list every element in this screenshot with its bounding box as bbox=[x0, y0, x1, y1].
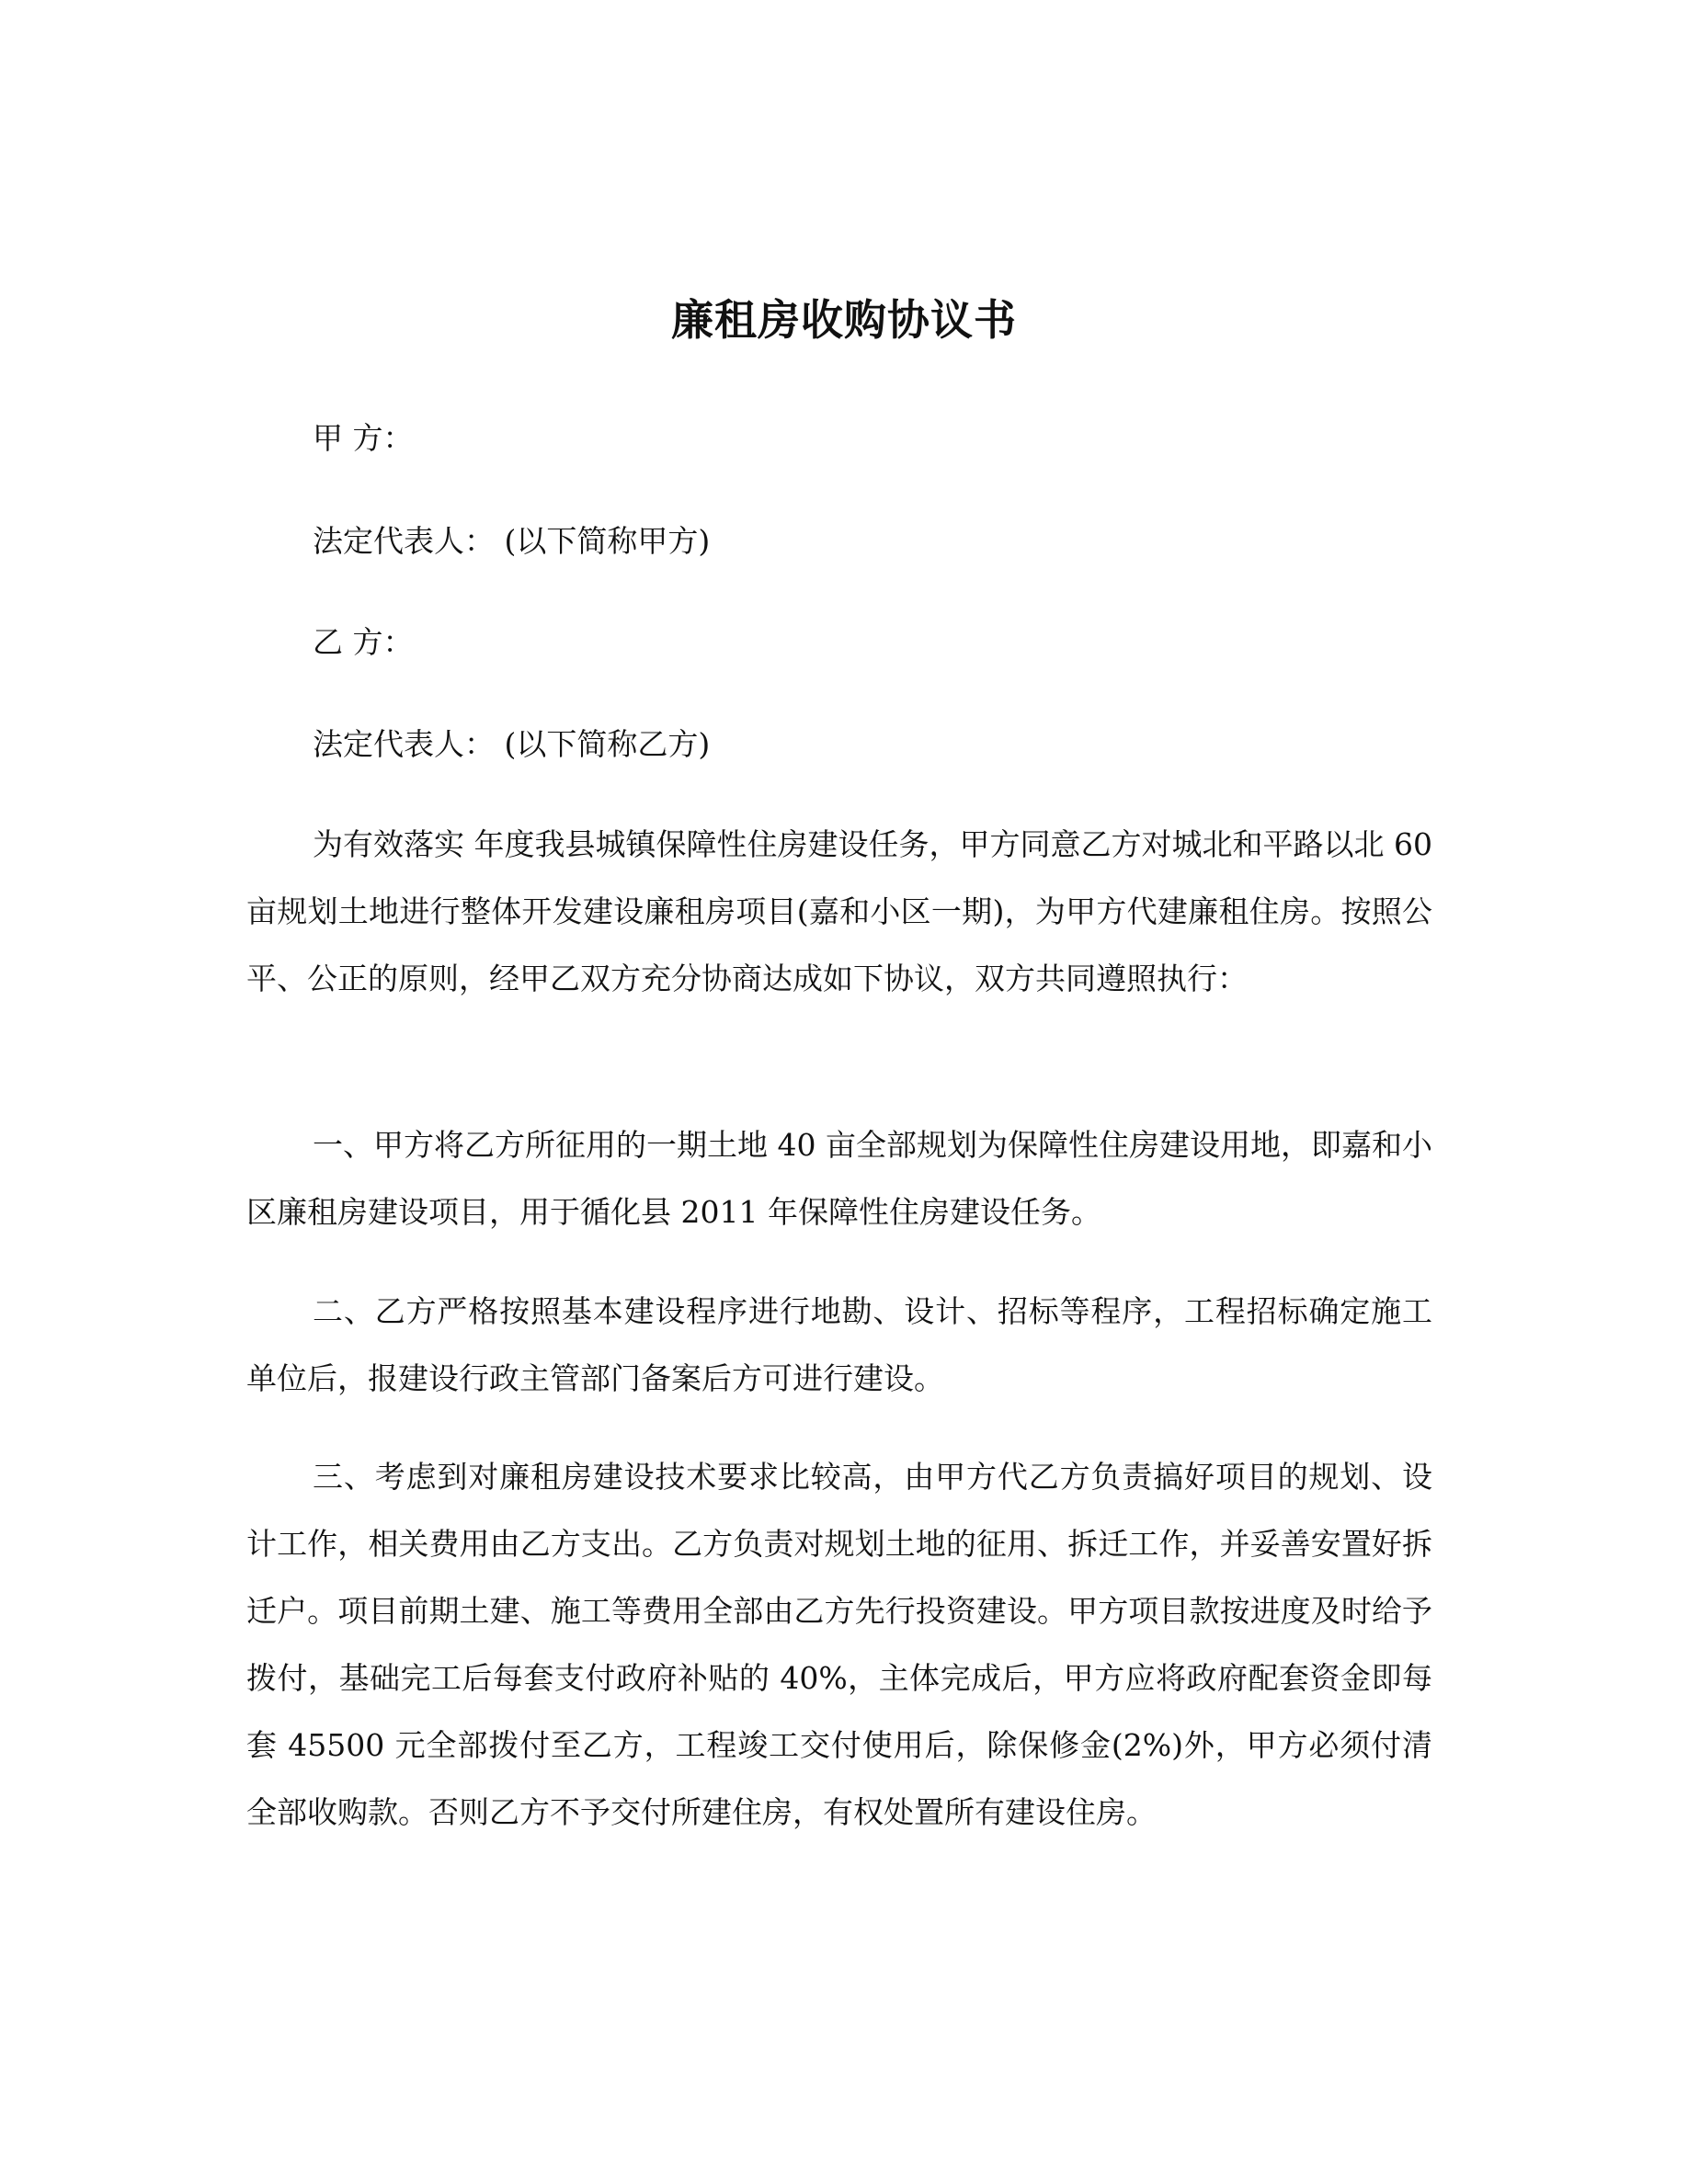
party-b-representative: 法定代表人： (以下简称乙方) bbox=[313, 726, 711, 762]
clause-3-paragraph: 三、考虑到对廉租房建设技术要求比较高，由甲方代乙方负责搞好项目的规划、设计工作，相关费用由乙方支出。乙方负责对规划土地的征用、拆迁工作，并妥善安置好拆迁户。项目前期土建、施工等费用全部由乙方先行投资建设。甲方项目款按进度及时给予拨付，基础完工后每套支付政府补贴的 40%，主体完成后，甲方应将政府配套资金即每套 45500 元全部拨付至乙方，工程竣工交付使用后，除保修金(2%)外，甲方必须付清全部收购款。否则乙方不予交付所建住房，有权处置所有建设住房。 bbox=[246, 1459, 1432, 1830]
clause-2-paragraph: 二、乙方严格按照基本建设程序进行地勘、设计、招标等程序，工程招标确定施工单位后，报建设行政主管部门备案后方可进行建设。 bbox=[246, 1293, 1432, 1396]
intro-paragraph: 为有效落实 年度我县城镇保障性住房建设任务，甲方同意乙方对城北和平路以北 60 亩规划土地进行整体开发建设廉租房项目(嘉和小区一期)，为甲方代建廉租住房。按照公平、公正的原则，经甲乙双方充分协商达成如下协议，双方共同遵照执行： bbox=[246, 826, 1432, 996]
clause-1-paragraph: 一、甲方将乙方所征用的一期土地 40 亩全部规划为保障性住房建设用地，即嘉和小区廉租房建设项目，用于循化县 2011 年保障性住房建设任务。 bbox=[246, 1127, 1432, 1230]
party-b-label: 乙 方： bbox=[313, 624, 414, 660]
party-a-label: 甲 方： bbox=[313, 420, 414, 456]
document-title: 廉租房收购协议书 bbox=[671, 295, 1017, 345]
party-a-representative: 法定代表人： (以下简称甲方) bbox=[313, 523, 711, 559]
